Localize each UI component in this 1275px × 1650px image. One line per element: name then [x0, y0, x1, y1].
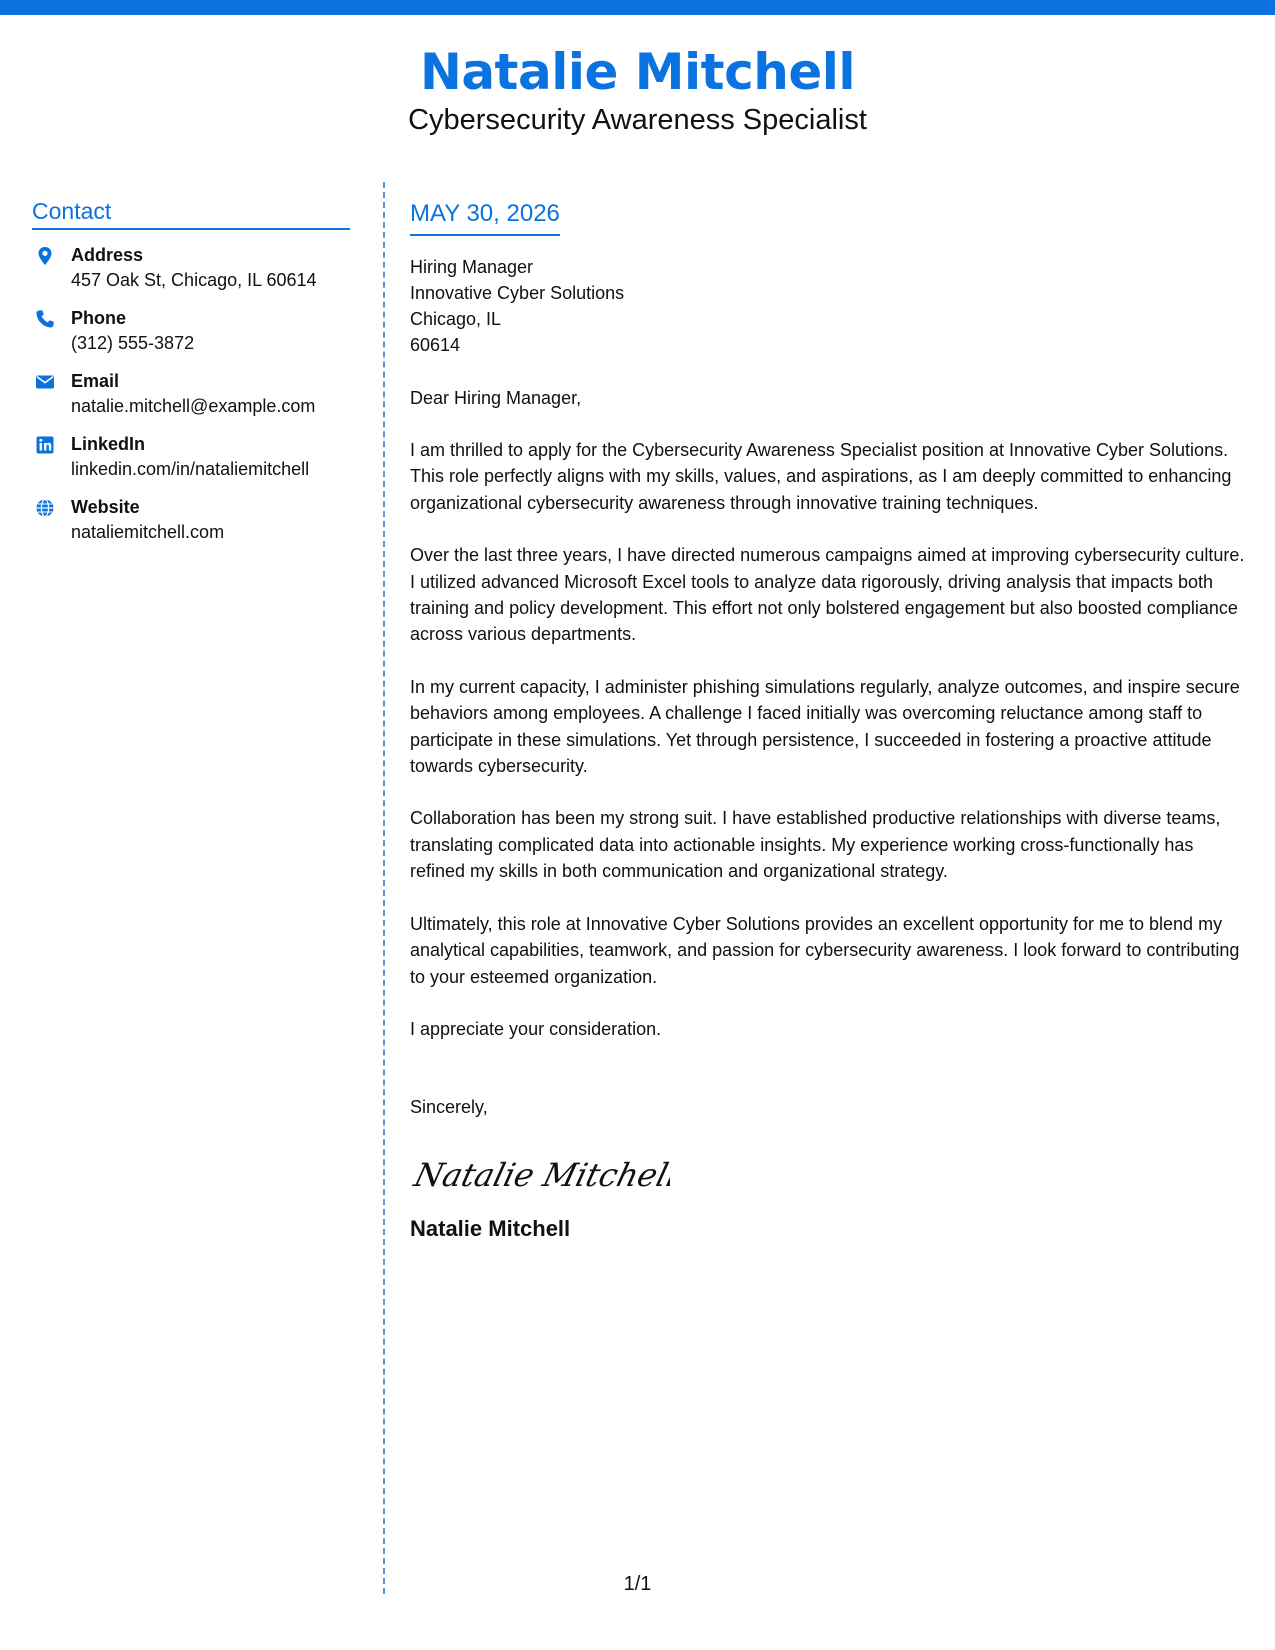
contact-list [32, 243, 352, 558]
contact-value-address: 457 Oak St, Chicago, IL 60614 [71, 270, 317, 290]
top-accent-bar [0, 0, 1275, 15]
body-paragraph: I appreciate your consideration. [410, 1018, 662, 1039]
body-paragraph: I am thrilled to apply for the Cybersecurity Awareness Specialist position at Innovative Cyber Solutions. This role perfectly aligns with my skills, values, and aspirations, as I am deeply committed to enhancing organizational cybersecurity awareness through innovative training techniques. [410, 440, 1232, 513]
contact-label-email: Email [71, 371, 120, 391]
contact-label-linkedin: LinkedIn [71, 434, 146, 454]
body-paragraph: Ultimately, this role at Innovative Cyber Solutions provides an excellent opportunity for me to blend my analytical capabilities, teamwork, and passion for cybersecurity awareness. I look forward to contributing to your esteemed organization. [410, 913, 1240, 987]
body-paragraph: In my current capacity, I administer phishing simulations regularly, analyze outcomes, and inspire secure behaviors among employees. A challenge I faced initially was overcoming reluctance among staff to participate in these simulations. Yet through persistence, I succeeded in fostering a proactive attitude towards cybersecurity. [410, 676, 1240, 777]
contact-label-phone: Phone [71, 308, 127, 328]
body-paragraph: Over the last three years, I have directed numerous campaigns aimed at improving cybersecurity culture. I utilized advanced Microsoft Excel tools to analyze data rigorously, driving analysis that impacts both training and policy development. This effort not only bolstered engagement but also boosted compliance across various departments. [410, 545, 1245, 645]
letter-date: MAY 30, 2026 [410, 198, 560, 236]
recipient-line: Hiring Manager [410, 257, 534, 277]
contact-item-address [32, 243, 352, 306]
map-pin-icon [35, 246, 55, 266]
contact-value-phone: (312) 555-3872 [71, 333, 195, 353]
globe-icon [35, 498, 55, 518]
contact-value-website: nataliemitchell.com [71, 522, 225, 542]
linkedin-icon [35, 435, 55, 455]
contact-item-phone [32, 306, 352, 369]
column-divider [383, 182, 385, 1594]
contact-section-title: Contact [32, 196, 350, 230]
contact-sidebar [32, 196, 352, 558]
contact-item-email [32, 369, 352, 432]
applicant-job-title: Cybersecurity Awareness Specialist [408, 104, 867, 136]
body-paragraph: Collaboration has been my strong suit. I have established productive relationships with diverse teams, translating complicated data into actionable insights. My experience working cross-functionally has refined my skills in both communication and organizational strategy. [410, 808, 1221, 882]
signature-text: Natalie Mitchell [410, 1156, 670, 1195]
letter-header [0, 42, 1275, 138]
recipient-line: Chicago, IL [410, 309, 502, 329]
contact-item-linkedin [32, 432, 352, 495]
applicant-name: Natalie Mitchell [419, 43, 856, 101]
recipient-line: Innovative Cyber Solutions [410, 283, 625, 303]
recipient-line: 60614 [410, 335, 461, 355]
recipient-block [410, 254, 1250, 358]
contact-value-email: natalie.mitchell@example.com [71, 396, 316, 416]
letter-body [410, 198, 1250, 1244]
handwritten-signature [410, 1148, 1250, 1196]
signed-name: Natalie Mitchell [410, 1216, 571, 1242]
phone-icon [35, 309, 55, 329]
contact-label-website: Website [71, 497, 140, 517]
envelope-icon [35, 372, 55, 392]
page-number: 1/1 [623, 1573, 652, 1595]
contact-value-linkedin: linkedin.com/in/nataliemitchell [71, 459, 310, 479]
contact-item-website [32, 495, 352, 558]
salutation: Dear Hiring Manager, [410, 388, 582, 408]
closing-phrase: Sincerely, [410, 1097, 488, 1118]
contact-label-address: Address [71, 245, 144, 265]
